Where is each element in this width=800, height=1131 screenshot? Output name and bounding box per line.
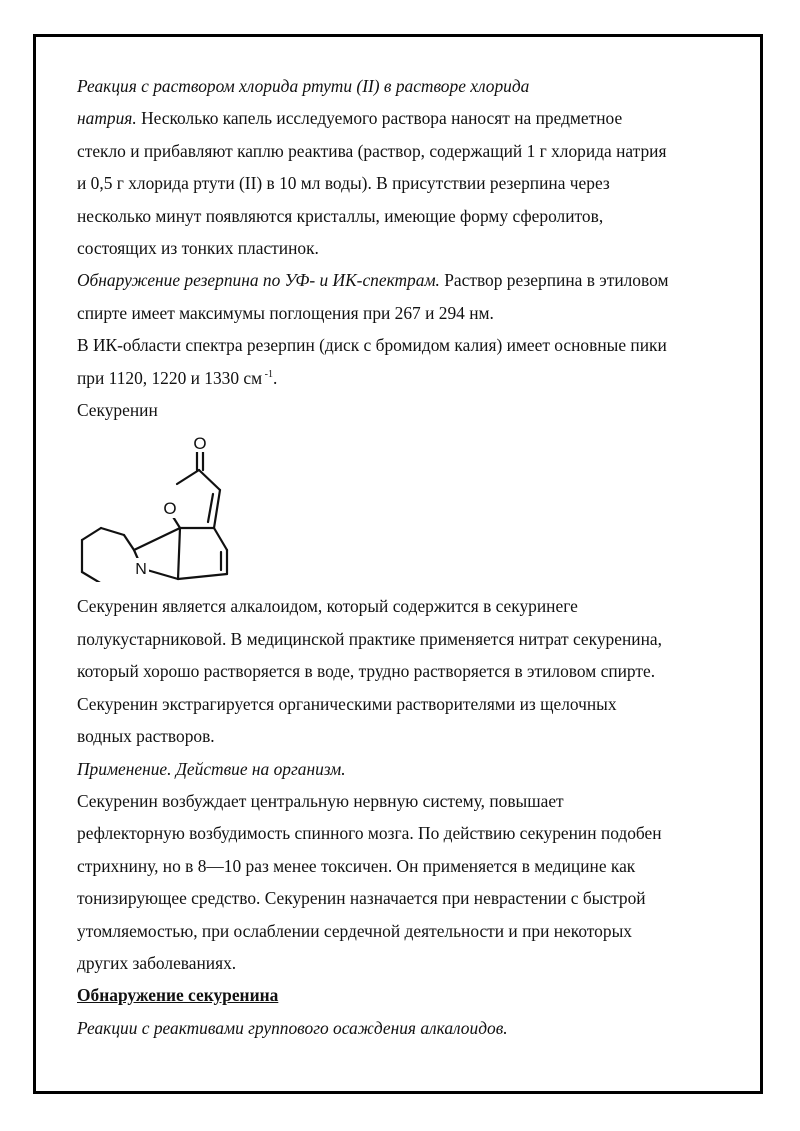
text-line [77, 362, 727, 394]
document-body [77, 70, 727, 1044]
bond [147, 570, 178, 579]
text-fragment: Несколько капель исследуемого раствора наносят на предметное [136, 108, 623, 129]
text-line: несколько минут появляются кристаллы, имеющие форму сферолитов, [77, 205, 604, 226]
superscript: -1 [262, 368, 273, 380]
text-line: водных растворов. [77, 726, 215, 747]
bond [82, 528, 101, 540]
bond [101, 528, 124, 535]
section-title-application: Применение. Действие на организм. [77, 758, 346, 779]
paragraph-uv-ir-spectra [77, 264, 727, 394]
bond [214, 490, 220, 528]
bond [124, 535, 134, 550]
subheading-group-reagents: Реакции с реактивами группового осаждения алкалоидов. [77, 1017, 508, 1038]
paragraph-mercury-chloride-reaction [77, 70, 727, 264]
atom-oxygen-ring: O [163, 499, 177, 519]
text-line: Секуренин является алкалоидом, который содержится в секуринеге [77, 596, 578, 617]
heading-detection: Обнаружение секуренина [77, 985, 279, 1006]
bond [177, 470, 199, 484]
bond [134, 528, 180, 550]
text-line: тонизирующее средство. Секуренин назначается при неврастении с быстрой [77, 888, 646, 909]
reaction-title-end: натрия. [77, 108, 137, 129]
text-line: состоящих из тонких пластинок. [77, 238, 319, 259]
text-line: Секуренин возбуждает центральную нервную систему, повышает [77, 790, 564, 811]
reaction-title: Реакция с раствором хлорида ртути (II) в растворе хлорида [77, 76, 530, 96]
text-line: и 0,5 г хлорида ртути (II) в 10 мл воды). В присутствии резерпина через [77, 173, 610, 194]
bond [214, 528, 227, 550]
paragraph-application [77, 785, 727, 979]
atom-nitrogen: N [135, 561, 147, 579]
text-line: Секуренин экстрагируется органическими растворителями из щелочных [77, 693, 617, 714]
spectra-title: Обнаружение резерпина по УФ- и ИК-спектрам. [77, 270, 440, 291]
compound-title: Секуренин [77, 400, 158, 421]
text-line: рефлекторную возбудимость спинного мозга. По действию секуренин подобен [77, 823, 662, 844]
double-bond [208, 494, 213, 522]
text-line: утомляемостью, при ослаблении сердечной деятельности и при некоторых [77, 920, 632, 941]
atom-oxygen-carbonyl: O [193, 434, 207, 454]
text-line: который хорошо растворяется в воде, трудно растворяется в этиловом спирте. [77, 661, 656, 682]
text-fragment: . [272, 367, 278, 388]
text-line: спирте имеет максимумы поглощения при 267 и 294 нм. [77, 302, 494, 323]
text-line [77, 264, 727, 296]
paragraph-securinine-description [77, 590, 727, 752]
text-line: стрихнину, но в 8—10 раз менее токсичен. Он применяется в медицине как [77, 855, 636, 876]
text-line: полукустарниковой. В медицинской практике применяется нитрат секуренина, [77, 628, 662, 649]
text-fragment: Раствор резерпина в этиловом [439, 270, 669, 291]
text-fragment: при 1120, 1220 и 1330 см [77, 367, 263, 388]
text-line: В ИК-области спектра резерпин (диск с бромидом калия) имеет основные пики [77, 335, 667, 356]
bond [178, 528, 180, 579]
text-line: стекло и прибавляют каплю реактива (раствор, содержащий 1 г хлорида натрия [77, 140, 667, 161]
text-line: других заболеваниях. [77, 952, 237, 973]
bond [178, 574, 227, 579]
text-line [77, 102, 727, 134]
securinine-structure-diagram [77, 432, 257, 582]
bond [82, 572, 102, 582]
structure-svg [77, 432, 257, 582]
bond [199, 470, 220, 490]
